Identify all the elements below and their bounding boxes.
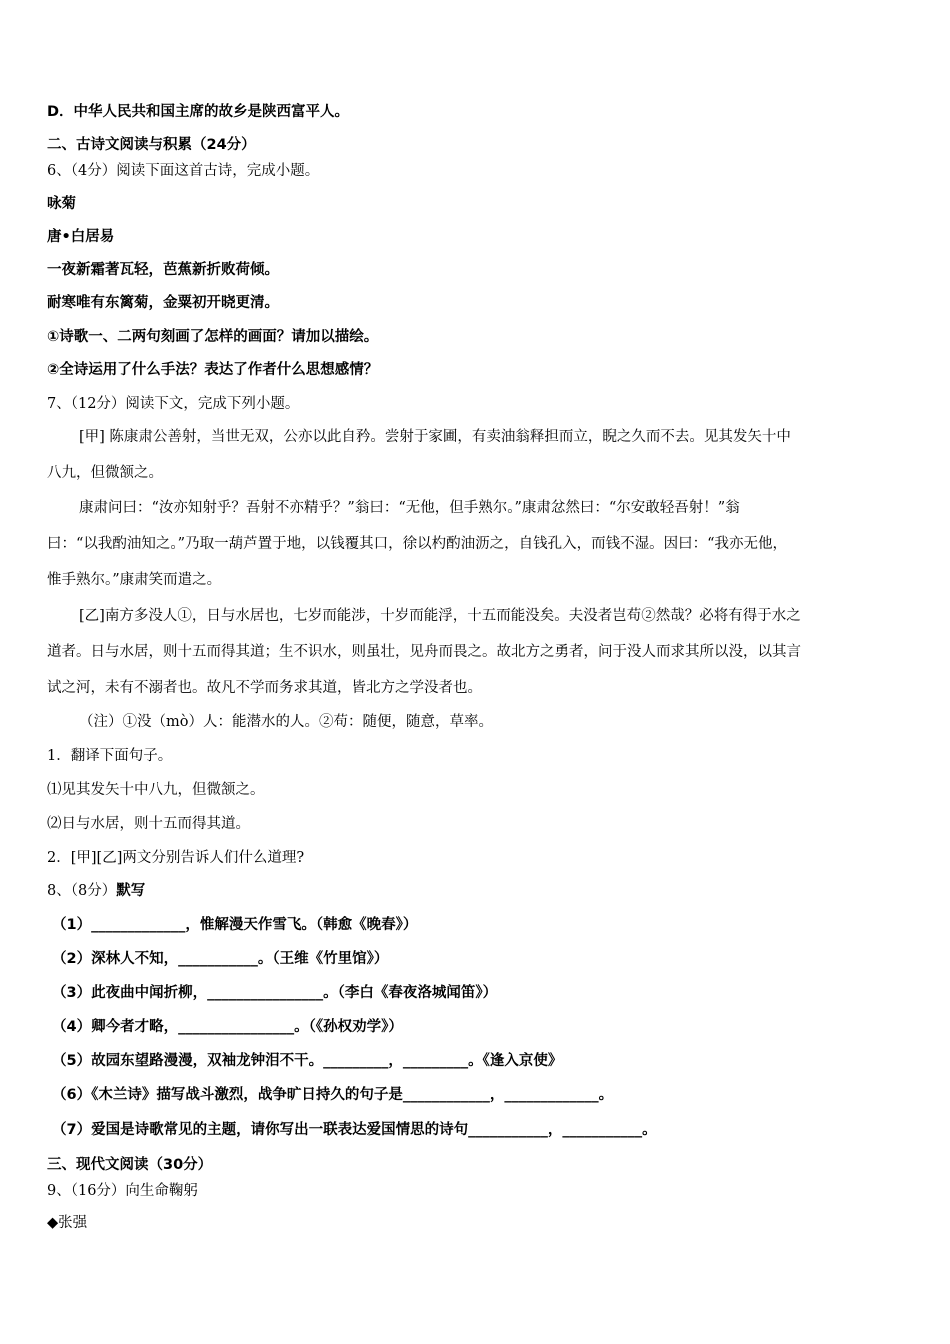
annotation-note: （注）①没（mò）人：能潜水的人。②苟：随便，随意，草率。 (79, 714, 493, 730)
dictation-4: （4）卿今者才略，________________。（《孙权劝学》） (52, 1019, 403, 1035)
dictation-5: （5）故园东望路漫漫，双袖龙钟泪不干。_________，_________。《逢入京使》 (52, 1053, 563, 1069)
question-6-2: ②全诗运用了什么手法？表达了作者什么思想感情？ (47, 362, 379, 378)
section-heading-3: 三、现代文阅读（30分） (47, 1157, 213, 1173)
question-6-1: ①诗歌一、二两句刻画了怎样的画面？请加以描绘。 (47, 329, 379, 345)
subquestion-1-item-2: ⑵日与水居，则十五而得其道。 (47, 816, 250, 832)
question-6: 6、（4分）阅读下面这首古诗，完成小题。 (47, 163, 320, 179)
poem-title: 咏菊 (47, 196, 76, 212)
passage-jia-line-3: 康肃问曰：“汝亦知射乎？吾射不亦精乎？”翁曰：“无他，但手熟尔。”康肃忿然曰：“尔安敢轻吾射！”翁 (79, 500, 740, 516)
option-d: D．中华人民共和国主席的故乡是陕西富平人。 (47, 104, 350, 120)
question-8-title: 默写 (116, 883, 146, 899)
passage-yi-line-2: 道者。日与水居，则十五而得其道；生不识水，则虽壮，见舟而畏之。故北方之勇者，问于没人而求其所以没，以其言 (47, 644, 801, 660)
passage-jia-line-5: 惟手熟尔。”康肃笑而遣之。 (47, 572, 222, 588)
passage-yi-line-3: 试之河，未有不溺者也。故凡不学而务求其道，皆北方之学没者也。 (47, 680, 482, 696)
question-7: 7、（12分）阅读下文，完成下列小题。 (47, 396, 300, 412)
passage-jia-line-1: [甲] 陈康肃公善射，当世无双，公亦以此自矜。尝射于家圃，有卖油翁释担而立，睨之久而不去。见其发矢十中 (79, 429, 791, 445)
dictation-2: （2）深林人不知，___________。（王维《竹里馆》） (52, 951, 389, 967)
subquestion-1-item-1: ⑴见其发矢十中八九，但微颔之。 (47, 782, 265, 798)
question-9: 9、（16分）向生命鞠躬 (47, 1183, 198, 1199)
section-heading-2: 二、古诗文阅读与积累（24分） (47, 137, 256, 153)
subquestion-2: 2．[甲][乙]两文分别告诉人们什么道理? (47, 850, 305, 866)
dictation-1: （1）_____________，惟解漫天作雪飞。（韩愈《晚春》） (52, 917, 418, 933)
poem-line-2: 耐寒唯有东篱菊，金粟初开晓更清。 (47, 295, 279, 311)
passage-yi-line-1: [乙]南方多没人①，日与水居也，七岁而能涉，十岁而能浮，十五而能没矣。夫没者岂苟②然哉？必将有得于水之 (79, 608, 801, 624)
passage-jia-line-2: 八九，但微颔之。 (47, 465, 163, 481)
dictation-7: （7）爱国是诗歌常见的主题，请你写出一联表达爱国情思的诗句___________，___________。 (52, 1122, 657, 1138)
poem-line-1: 一夜新霜著瓦轻，芭蕉新折败荷倾。 (47, 262, 279, 278)
passage-jia-line-4: 曰：“以我酌油知之。”乃取一葫芦置于地，以钱覆其口，徐以杓酌油沥之，自钱孔入，而钱不湿。因曰：“我亦无他， (47, 536, 787, 552)
question-8 (47, 880, 910, 902)
article-author: ◆张强 (47, 1215, 88, 1231)
subquestion-1: 1．翻译下面句子。 (47, 748, 173, 764)
dictation-6: （6）《木兰诗》描写战斗激烈，战争旷日持久的句子是____________，_____________。 (52, 1087, 614, 1103)
dictation-3: （3）此夜曲中闻折柳，________________。（李白《春夜洛城闻笛》） (52, 985, 498, 1001)
poem-author: 唐•白居易 (47, 229, 115, 245)
question-8-prefix: 8、（8分） (47, 883, 117, 899)
